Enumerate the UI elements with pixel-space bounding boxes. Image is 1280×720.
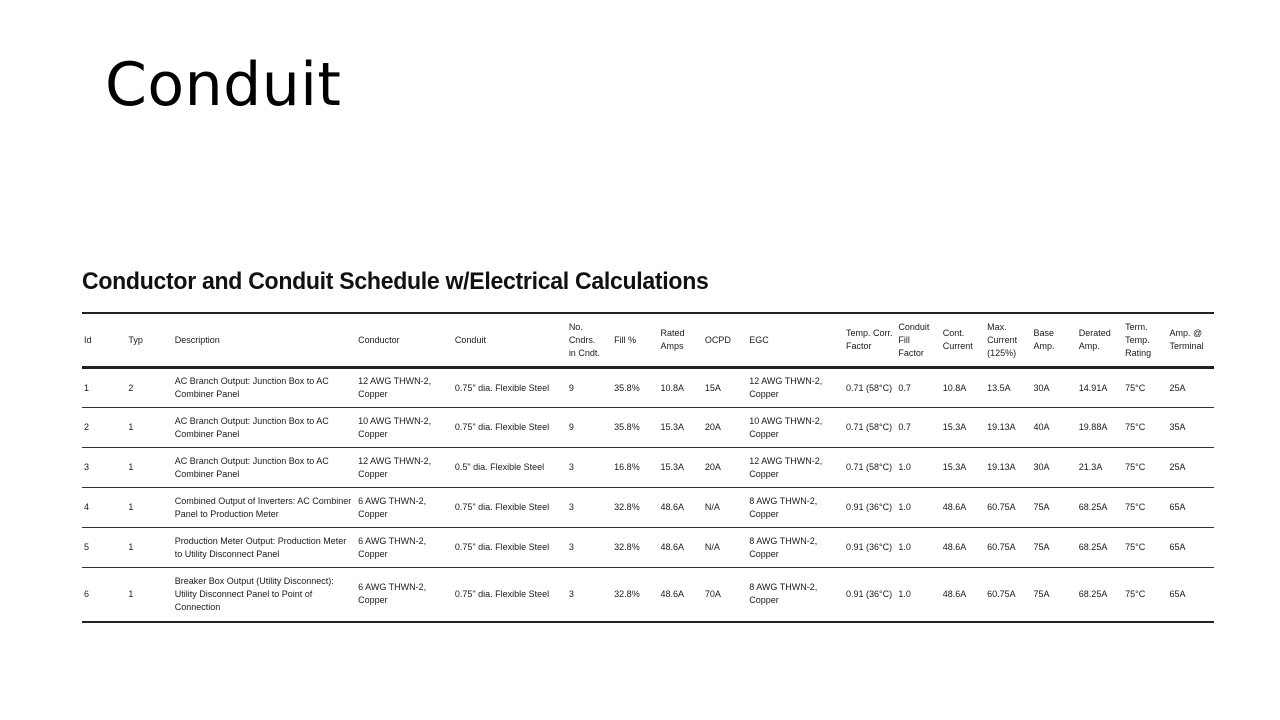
cell-description: AC Branch Output: Junction Box to AC Combiner Panel bbox=[174, 455, 329, 479]
cell-conductor: 6 AWG THWN-2, Copper bbox=[358, 582, 427, 606]
cell-max-current: 60.75A bbox=[987, 542, 1016, 552]
cell-cont-current: 15.3A bbox=[942, 422, 967, 432]
table-row bbox=[82, 488, 1214, 528]
cell-derated-amp: 68.25A bbox=[1078, 502, 1108, 512]
cell-conduit: 0.75" dia. Flexible Steel bbox=[454, 382, 550, 393]
cell-conductor: 10 AWG THWN-2, Copper bbox=[358, 415, 432, 439]
cell-term-temp: 75°C bbox=[1125, 542, 1146, 552]
cell-ocpd: 20A bbox=[704, 462, 721, 472]
cell-temp-corr: 0.91 (36°C) bbox=[845, 502, 893, 512]
schedule-heading: Conductor and Conduit Schedule w/Electrical Calculations bbox=[82, 268, 709, 295]
col-header-temp-corr: Temp. Corr. Factor bbox=[845, 328, 893, 351]
cell-conduit: 0.5" dia. Flexible Steel bbox=[454, 462, 545, 472]
cell-base-amp: 30A bbox=[1033, 462, 1050, 472]
cell-rated-amps: 48.6A bbox=[660, 502, 685, 512]
slide-title: Conduit bbox=[105, 50, 342, 120]
cell-term-temp: 75°C bbox=[1125, 502, 1146, 512]
cell-term-temp: 75°C bbox=[1125, 588, 1146, 599]
table-header-row bbox=[82, 313, 1214, 368]
cell-cndrs: 3 bbox=[568, 502, 574, 512]
cell-typ: 1 bbox=[128, 502, 134, 512]
cell-temp-corr: 0.71 (58°C) bbox=[845, 382, 893, 393]
cell-term-temp: 75°C bbox=[1125, 462, 1146, 472]
table-row bbox=[82, 368, 1214, 408]
cell-id: 5 bbox=[84, 542, 90, 552]
cell-conduit: 0.75" dia. Flexible Steel bbox=[454, 422, 550, 432]
col-header-conduit: Conduit bbox=[454, 334, 486, 345]
cell-base-amp: 40A bbox=[1033, 422, 1050, 432]
cell-typ: 2 bbox=[128, 382, 134, 393]
cell-rated-amps: 48.6A bbox=[660, 542, 685, 552]
cell-derated-amp: 14.91A bbox=[1078, 382, 1108, 393]
cell-typ: 1 bbox=[128, 542, 134, 552]
cell-fill: 32.8% bbox=[614, 542, 640, 552]
cell-cont-current: 15.3A bbox=[942, 462, 967, 472]
cell-id: 1 bbox=[84, 382, 90, 393]
col-header-egc: EGC bbox=[749, 334, 769, 345]
cell-ocpd: 15A bbox=[704, 382, 721, 393]
cell-amp-terminal: 65A bbox=[1169, 502, 1186, 512]
cell-derated-amp: 21.3A bbox=[1078, 462, 1103, 472]
col-header-term-temp: Term. Temp. Rating bbox=[1125, 321, 1152, 358]
col-header-fill: Fill % bbox=[614, 334, 637, 345]
cell-base-amp: 75A bbox=[1033, 502, 1050, 512]
cell-fill: 32.8% bbox=[614, 502, 640, 512]
table-row bbox=[82, 568, 1214, 622]
cell-base-amp: 75A bbox=[1033, 588, 1050, 599]
cell-derated-amp: 68.25A bbox=[1078, 542, 1108, 552]
cell-fill-factor: 0.7 bbox=[898, 422, 911, 432]
cell-egc: 8 AWG THWN-2, Copper bbox=[749, 535, 818, 559]
cell-fill: 35.8% bbox=[614, 382, 640, 393]
col-header-cndrs: No. Cndrs. in Cndt. bbox=[568, 321, 600, 358]
cell-ocpd: 70A bbox=[704, 588, 721, 599]
cell-description: Breaker Box Output (Utility Disconnect): Utility Disconnect Panel to Point of Connection bbox=[174, 575, 334, 612]
cell-egc: 12 AWG THWN-2, Copper bbox=[749, 455, 823, 479]
cell-rated-amps: 10.8A bbox=[660, 382, 685, 393]
cell-term-temp: 75°C bbox=[1125, 422, 1146, 432]
col-header-conductor: Conductor bbox=[358, 334, 400, 345]
cell-derated-amp: 19.88A bbox=[1078, 422, 1108, 432]
cell-cndrs: 3 bbox=[568, 588, 574, 599]
cell-conduit: 0.75" dia. Flexible Steel bbox=[454, 502, 550, 512]
cell-derated-amp: 68.25A bbox=[1078, 588, 1108, 599]
cell-description: AC Branch Output: Junction Box to AC Combiner Panel bbox=[174, 415, 329, 439]
col-header-id: Id bbox=[84, 334, 92, 345]
cell-cont-current: 48.6A bbox=[942, 542, 967, 552]
cell-temp-corr: 0.91 (36°C) bbox=[845, 542, 893, 552]
cell-fill-factor: 1.0 bbox=[898, 542, 911, 552]
col-header-amp-terminal: Amp. @ Terminal bbox=[1169, 328, 1204, 351]
cell-fill: 35.8% bbox=[614, 422, 640, 432]
cell-max-current: 60.75A bbox=[987, 502, 1016, 512]
cell-id: 4 bbox=[84, 502, 90, 512]
cell-cont-current: 10.8A bbox=[942, 382, 967, 393]
cell-rated-amps: 48.6A bbox=[660, 588, 685, 599]
cell-id: 3 bbox=[84, 462, 90, 472]
table-row bbox=[82, 528, 1214, 568]
cell-max-current: 19.13A bbox=[987, 462, 1016, 472]
cell-description: Combined Output of Inverters: AC Combiner Panel to Production Meter bbox=[174, 495, 352, 519]
col-header-base-amp: Base Amp. bbox=[1033, 328, 1055, 351]
cell-base-amp: 75A bbox=[1033, 542, 1050, 552]
cell-cndrs: 9 bbox=[568, 382, 574, 393]
cell-temp-corr: 0.91 (36°C) bbox=[845, 588, 893, 599]
cell-amp-terminal: 35A bbox=[1169, 422, 1186, 432]
cell-temp-corr: 0.71 (58°C) bbox=[845, 422, 893, 432]
col-header-rated-amps: Rated Amps bbox=[660, 328, 685, 351]
cell-cndrs: 9 bbox=[568, 422, 574, 432]
cell-conductor: 12 AWG THWN-2, Copper bbox=[358, 376, 432, 399]
cell-cndrs: 3 bbox=[568, 542, 574, 552]
cell-conduit: 0.75" dia. Flexible Steel bbox=[454, 542, 550, 552]
cell-egc: 10 AWG THWN-2, Copper bbox=[749, 415, 823, 439]
col-header-max-current: Max. Current (125%) bbox=[987, 321, 1018, 358]
col-header-description: Description bbox=[174, 334, 220, 345]
cell-rated-amps: 15.3A bbox=[660, 422, 685, 432]
col-header-ocpd: OCPD bbox=[704, 334, 731, 345]
cell-egc: 8 AWG THWN-2, Copper bbox=[749, 582, 818, 606]
cell-ocpd: N/A bbox=[704, 502, 720, 512]
cell-ocpd: N/A bbox=[704, 542, 720, 552]
cell-egc: 8 AWG THWN-2, Copper bbox=[749, 495, 818, 519]
table-row bbox=[82, 408, 1214, 448]
cell-max-current: 19.13A bbox=[987, 422, 1016, 432]
cell-id: 2 bbox=[84, 422, 90, 432]
cell-term-temp: 75°C bbox=[1125, 382, 1146, 393]
cell-egc: 12 AWG THWN-2, Copper bbox=[749, 376, 823, 399]
cell-conduit: 0.75" dia. Flexible Steel bbox=[454, 588, 550, 599]
cell-amp-terminal: 25A bbox=[1169, 382, 1186, 393]
cell-fill-factor: 1.0 bbox=[898, 462, 911, 472]
cell-rated-amps: 15.3A bbox=[660, 462, 685, 472]
cell-description: Production Meter Output: Production Meter to Utility Disconnect Panel bbox=[174, 535, 347, 559]
cell-amp-terminal: 65A bbox=[1169, 542, 1186, 552]
cell-max-current: 13.5A bbox=[987, 382, 1011, 393]
cell-temp-corr: 0.71 (58°C) bbox=[845, 462, 893, 472]
cell-ocpd: 20A bbox=[704, 422, 721, 432]
col-header-derated-amp: Derated Amp. bbox=[1078, 328, 1111, 351]
cell-base-amp: 30A bbox=[1033, 382, 1050, 393]
cell-conductor: 6 AWG THWN-2, Copper bbox=[358, 535, 427, 559]
cell-typ: 1 bbox=[128, 588, 134, 599]
cell-amp-terminal: 65A bbox=[1169, 588, 1186, 599]
cell-conductor: 6 AWG THWN-2, Copper bbox=[358, 495, 427, 519]
cell-max-current: 60.75A bbox=[987, 588, 1016, 599]
col-header-conduit-fill-factor: Conduit Fill Factor bbox=[898, 321, 930, 358]
conductor-conduit-schedule-table bbox=[82, 312, 1214, 623]
col-header-cont-current: Cont. Current bbox=[942, 328, 973, 351]
cell-conductor: 12 AWG THWN-2, Copper bbox=[358, 455, 432, 479]
cell-cont-current: 48.6A bbox=[942, 588, 967, 599]
cell-description: AC Branch Output: Junction Box to AC Combiner Panel bbox=[174, 376, 329, 399]
cell-id: 6 bbox=[84, 588, 90, 599]
table-row bbox=[82, 448, 1214, 488]
cell-typ: 1 bbox=[128, 422, 134, 432]
cell-cont-current: 48.6A bbox=[942, 502, 967, 512]
cell-fill-factor: 0.7 bbox=[898, 382, 911, 393]
cell-typ: 1 bbox=[128, 462, 134, 472]
cell-amp-terminal: 25A bbox=[1169, 462, 1186, 472]
col-header-typ: Typ bbox=[128, 334, 143, 345]
cell-fill-factor: 1.0 bbox=[898, 588, 911, 599]
cell-fill: 16.8% bbox=[614, 462, 640, 472]
cell-fill-factor: 1.0 bbox=[898, 502, 911, 512]
cell-cndrs: 3 bbox=[568, 462, 574, 472]
cell-fill: 32.8% bbox=[614, 588, 640, 599]
